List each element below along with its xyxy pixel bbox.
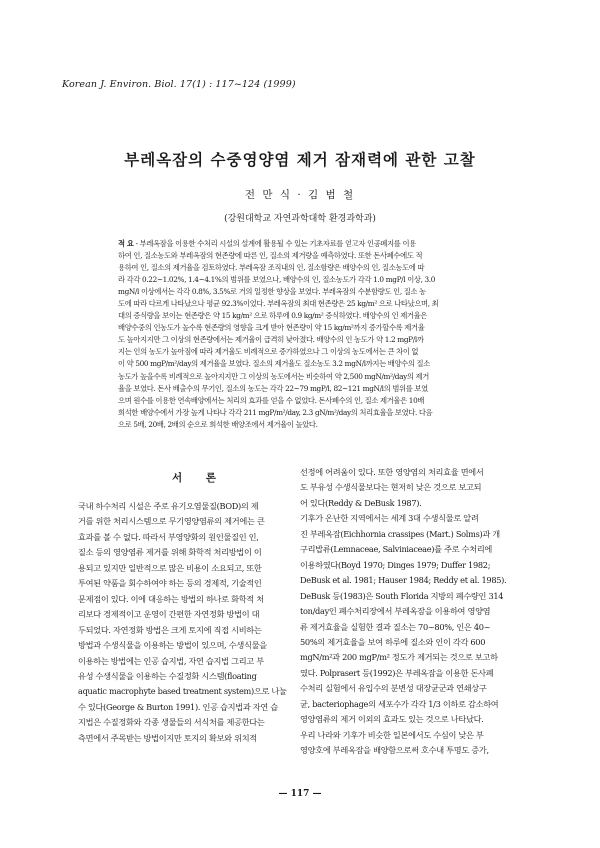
body-line: 효과를 볼 수 없다. 따라서 부영양화의 원인물질인 인, [78, 531, 259, 542]
body-line: 도 부유성 수생식물보다는 현저히 낮은 것으로 보고되 [300, 482, 482, 493]
body-line: 리보다 경제적이고 운영이 간편한 자연정화 방법이 대 [78, 609, 260, 620]
abstract-line: 율을 보였다. 돈사 배출수의 무기인, 질소의 농도는 각각 22~79 mgP/l, 82~121 mgN/l의 범위를 보였 [118, 383, 428, 393]
authors: 전 만 식 · 김 범 철 [244, 189, 356, 201]
body-line: 구리밥류(Lemnaceae, Salviniaceae)를 주로 수처리에 [300, 544, 493, 555]
body-line: 용되고 있지만 일반적으로 많은 비용이 소요되고, 또한 [78, 562, 262, 573]
body-line: DeBusk 등(1983)은 South Florida 지방의 폐수량인 314 [300, 590, 504, 601]
body-line: 류 제거효율을 실험한 결과 질소는 70~80%, 인은 40~ [300, 621, 491, 632]
body-line: 질소 등의 영양염류 제거를 위해 화학적 처리방법이 이 [78, 547, 262, 558]
body-line: 문제점이 있다. 이에 대응하는 방법의 하나로 화학적 처 [78, 593, 264, 604]
abstract-line: 라 각각 0.22~1.02%, 1.4~4.1%의 범위를 보였으나, 배양수의 인, 질소농도가 각각 1.0 mgP/l 이상, 3.0 [118, 275, 436, 285]
journal-citation: Korean J. Environ. Biol. 17(1) : 117~124 (1999) [62, 79, 296, 90]
body-line: ton/day인 폐수처리장에서 부레옥잠을 이용하여 영양염 [300, 606, 491, 617]
abstract-line: 대의 증식량을 보이는 현존량은 약 15 kg/m² 으로 하루에 0.9 kg/m² 증식하였다. 배양수의 인 제거율은 [118, 311, 428, 321]
affiliation: (강원대학교 자연과학대학 환경과학과) [224, 214, 376, 224]
abstract-line: 용하여 인, 질소의 제거율을 검토하였다. 부레옥잠 조직내의 인, 질소함량은 배양수의 인, 질소농도에 따 [118, 263, 425, 273]
body-line: 유성 수생식물을 이용하는 수질정화 시스템(floating [78, 670, 257, 681]
abstract-line: mgN/l 이상에서는 각각 0.8%, 3.5%로 거의 일정한 향상을 보였다. 부레옥잠의 수분함량도 인, 질소 농 [118, 287, 426, 297]
body-line: 측면에서 주목받는 방법이지만 토지의 확보와 위치적 [78, 732, 257, 743]
body-line: 기후가 온난한 지역에서는 세계 3대 수생식물로 알려 [300, 513, 479, 524]
abstract-line: 으며 원수를 이용한 연속배양에서는 처리의 효과를 얻을 수 없었다. 돈사폐수의 인, 질소 제거율은 10배 [118, 395, 425, 405]
body-line: 국내 하수처리 시설은 주로 유기오염물질(BOD)의 제 [78, 501, 259, 511]
body-line: 진 부레옥잠(Eichhornia crassipes (Mart.) Solms)과 개 [300, 528, 500, 539]
abstract-line [118, 238, 488, 250]
body-line: 지법은 수질정화와 각종 생물들의 서식처를 제공한다는 [78, 717, 265, 728]
right-column [300, 465, 550, 759]
abstract-line-text: - 부레옥잠을 이용한 수처리 시설의 설계에 활용될 수 있는 기초자료를 얻고자 인공폐지를 이용 [133, 239, 416, 248]
abstract-line: 지는 인의 농도가 높아짐에 따라 제거율도 비례적으로 증가하였으나 그 이상의 농도에서는 큰 차이 없 [118, 347, 419, 357]
abstract-line: 이 약 500 mgP/m²/day의 제거율을 보였다. 질소의 제거율도 질소농도 3.2 mgN/l까지는 배양수의 질소 [118, 359, 430, 369]
abstract-line: 희석한 배양수에서 가장 높게 나타나 각각 211 mgP/m²/day, 2.3 gN/m²/day의 처리효율을 보였다. 다음 [118, 407, 433, 417]
body-line: 방법과 수생식물을 이용하는 방법이 있으며, 수생식물을 [78, 640, 267, 651]
body-line: 수 있다(George & Burton 1991). 인공 습지법과 자연 습 [78, 701, 278, 712]
left-column [78, 499, 320, 746]
body-line: 였다. Polprasert 등(1992)은 부레옥잠을 이용한 돈사폐 [300, 667, 494, 678]
body-line: 선정에 어려움이 있다. 또한 영양염의 처리효율 면에서 [300, 467, 484, 477]
section-heading-introduction: 서 론 [172, 472, 226, 484]
article-title: 부레옥잠의 수중영양염 제거 잠재력에 관한 고찰 [124, 150, 476, 169]
body-line: 이용하는 방법에는 인공 습지법, 자연 습지법 그리고 부 [78, 655, 264, 666]
body-line: 수처리 실험에서 유입수의 분변성 대장균군과 연쇄상구 [300, 683, 487, 694]
body-line: 균, bacteriophage의 세포수가 각각 1/3 이하로 감소하여 [300, 698, 499, 709]
body-line: aquatic macrophyte based treatment system)으로 나눌 [78, 686, 287, 697]
body-line: DeBusk et al. 1981; Hauser 1984; Reddy et al. 1985). [300, 575, 507, 586]
page-number: — 117 — [278, 789, 322, 799]
abstract-line: 으로 5배, 20배, 2배의 순으로 희석한 배양조에서 제거율이 높았다. [118, 419, 318, 429]
body-line: 이용하였다(Boyd 1970; Dinges 1979; Duffer 1982; [300, 559, 491, 570]
body-line: 우리 나라와 기후가 비슷한 일본에서도 수심이 낮은 부 [300, 729, 484, 740]
body-line: 영양호에 부레옥잠을 배양함으로써 호수내 투명도 증가, [300, 745, 489, 756]
body-line: 투여된 약품을 회수하여야 하는 등의 경제적, 기술적인 [78, 578, 262, 589]
abstract-line: 배양수중의 인농도가 높수록 현존량의 영향을 크게 받아 현존량이 약 15 kg/m²까지 증가할수록 제거율 [118, 323, 425, 333]
abstract-line: 하여 인, 질소농도와 부레옥잠의 현존량에 따른 인, 질소의 제거량을 예측하였다. 또한 돈사폐수에도 적 [118, 251, 423, 261]
body-line: 영양염류의 제거 이외의 효과도 있는 것으로 나타났다. [300, 714, 484, 725]
abstract-line: 도 높아지지만 그 이상의 현존량에서는 제거율이 급격히 낮아졌다. 배양수의 인 농도가 약 1.2 mgP/l까 [118, 335, 424, 345]
abstract-line: 도에 따라 다르게 나타났으나 평균 92.3%이었다. 부레옥잠의 최대 현존량은 25 kg/m² 으로 나타났으며, 최 [118, 299, 439, 309]
body-line: 어 있다(Reddy & DeBusk 1987). [300, 497, 422, 508]
abstract-line: 농도가 높을수록 비례적으로 높아지지만 그 이상의 농도에서는 비슷하여 약 2,500 mgN/m²/day의 제거 [118, 371, 429, 381]
abstract [118, 238, 488, 431]
abstract-lead: 적 요 [118, 239, 134, 248]
body-line: 50%의 제거효율을 보여 하루에 질소와 인이 각각 600 [300, 636, 486, 647]
body-line: 거를 위한 처리시스템으로 무기영양염류의 제거에는 큰 [78, 516, 265, 527]
body-line: 두되었다. 자연정화 방법은 크게 토지에 직접 시비하는 [78, 624, 262, 635]
body-line: mgN/m²과 200 mgP/m² 정도가 제거되는 것으로 보고하 [300, 652, 498, 663]
